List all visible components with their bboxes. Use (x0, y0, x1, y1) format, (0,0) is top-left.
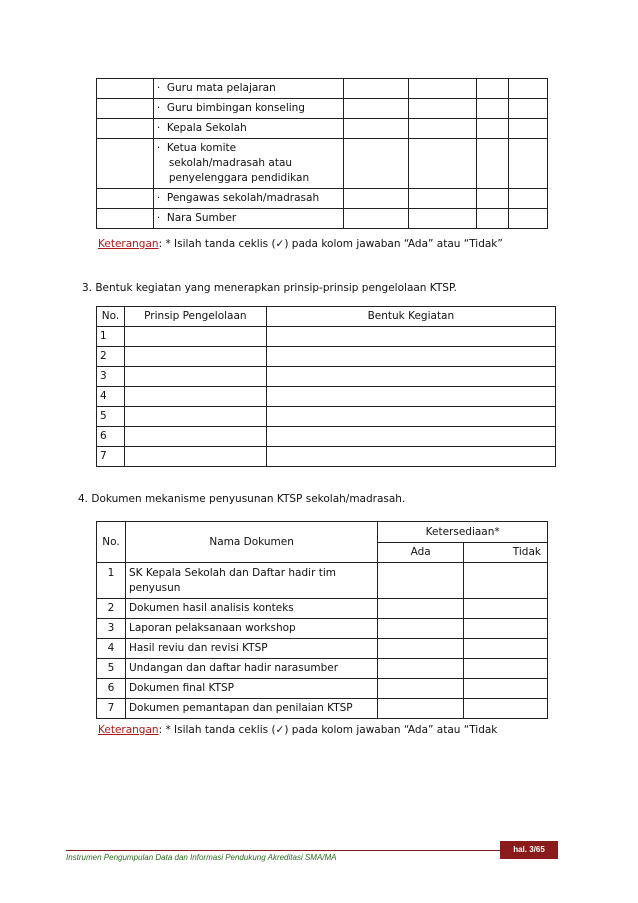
row-number: 3 (97, 367, 125, 387)
keterangan-label: Keterangan (98, 238, 159, 250)
document-name: Hasil reviu dan revisi KTSP (125, 639, 377, 659)
table-row (97, 427, 556, 447)
page-number-badge: hal. 3/65 (500, 841, 558, 859)
table-row (97, 563, 548, 599)
row-number: 2 (97, 599, 126, 619)
row-number: 1 (97, 563, 126, 599)
document-name: Dokumen pemantapan dan penilaian KTSP (125, 699, 377, 719)
table-row (97, 387, 556, 407)
header-ada: Ada (378, 543, 464, 563)
footer-text: Instrumen Pengumpulan Data dan Informasi Pendukung Akreditasi SMA/MA (66, 853, 337, 862)
row-number: 7 (97, 699, 126, 719)
keterangan-label: Keterangan (98, 724, 159, 736)
table-header-row (97, 307, 556, 327)
table-row (97, 139, 548, 189)
document-name: Dokumen final KTSP (125, 679, 377, 699)
header-prinsip: Prinsip Pengelolaan (124, 307, 266, 327)
section-4-title: 4. Dokumen mekanisme penyusunan KTSP sekolah/madrasah. (78, 493, 406, 505)
row-number: 7 (97, 447, 125, 467)
table-row (97, 599, 548, 619)
header-ketersediaan: Ketersediaan* (378, 522, 548, 543)
row-number: 2 (97, 347, 125, 367)
row-number: 4 (97, 639, 126, 659)
row-number: 3 (97, 619, 126, 639)
respondent-cell: · Guru bimbingan konseling (153, 99, 343, 119)
table-row (97, 447, 556, 467)
table-row (97, 699, 548, 719)
table-row (97, 327, 556, 347)
table-row (97, 99, 548, 119)
keterangan-note-2 (98, 724, 497, 736)
row-number: 5 (97, 407, 125, 427)
respondent-cell: · Nara Sumber (153, 209, 343, 229)
table-row (97, 347, 556, 367)
document-name: SK Kepala Sekolah dan Daftar hadir tim penyusun (125, 563, 377, 599)
table-row (97, 209, 548, 229)
respondent-cell: · Ketua komite sekolah/madrasah atau penyelenggara pendidikan (153, 139, 343, 189)
header-no: No. (97, 307, 125, 327)
table-row (97, 659, 548, 679)
table-row (97, 119, 548, 139)
document-name: Dokumen hasil analisis konteks (125, 599, 377, 619)
row-number: 5 (97, 659, 126, 679)
row-number: 4 (97, 387, 125, 407)
respondent-table (96, 78, 548, 229)
row-number: 6 (97, 427, 125, 447)
table-row (97, 407, 556, 427)
table-row (97, 679, 548, 699)
table-row (97, 79, 548, 99)
header-tidak: Tidak (464, 543, 548, 563)
section-3-title: 3. Bentuk kegiatan yang menerapkan prinsip-prinsip pengelolaan KTSP. (82, 282, 457, 294)
table-row (97, 189, 548, 209)
keterangan-text: : * Isilah tanda ceklis (✓) pada kolom jawaban “Ada” atau “Tidak” (158, 238, 503, 250)
table-row (97, 619, 548, 639)
table-header-row (97, 522, 548, 543)
table-row (97, 639, 548, 659)
document-table (96, 521, 548, 719)
header-nama-dokumen: Nama Dokumen (125, 522, 377, 563)
footer-divider (66, 850, 556, 851)
row-number: 1 (97, 327, 125, 347)
keterangan-note-1 (98, 238, 503, 250)
respondent-cell: · Guru mata pelajaran (153, 79, 343, 99)
principle-table (96, 306, 556, 467)
table-row (97, 367, 556, 387)
respondent-cell: · Kepala Sekolah (153, 119, 343, 139)
respondent-cell: · Pengawas sekolah/madrasah (153, 189, 343, 209)
header-bentuk: Bentuk Kegiatan (266, 307, 555, 327)
row-number: 6 (97, 679, 126, 699)
document-name: Undangan dan daftar hadir narasumber (125, 659, 377, 679)
keterangan-text: : * Isilah tanda ceklis (✓) pada kolom jawaban “Ada” atau “Tidak (158, 724, 498, 736)
header-no: No. (97, 522, 126, 563)
document-name: Laporan pelaksanaan workshop (125, 619, 377, 639)
